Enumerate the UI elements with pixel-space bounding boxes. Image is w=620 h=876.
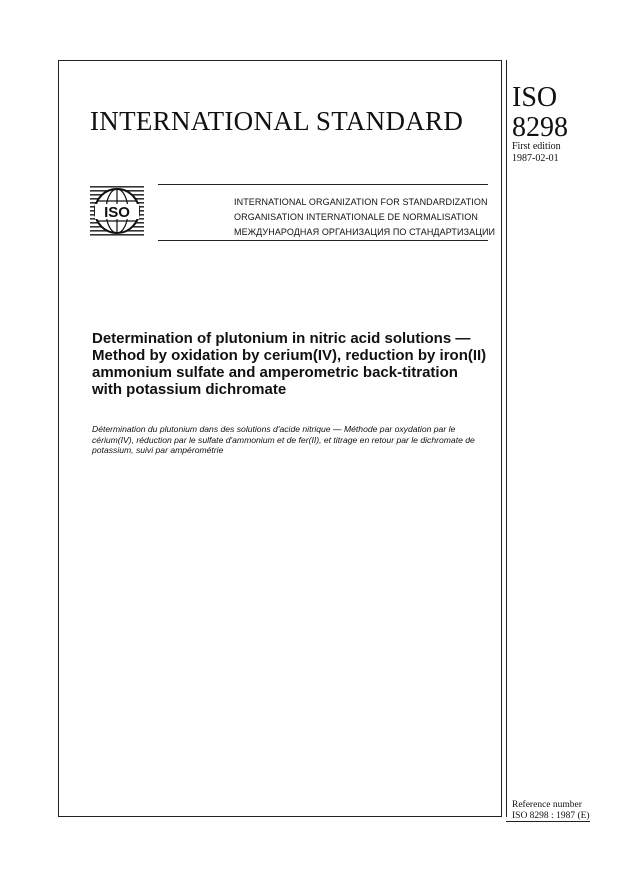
- edition-date: 1987-02-01: [512, 153, 559, 164]
- org-rule-bottom: [158, 240, 488, 241]
- reference-rule: [506, 821, 590, 822]
- french-title: Détermination du plutonium dans des solutions d'acide nitrique — Méthode par oxydation par le cérium(IV), réduction par le sulfate d'ammonium et de fer(II), et titrage en retour par le dichromate de potassium, suivi par ampérométrie: [92, 424, 475, 455]
- org-name-english: INTERNATIONAL ORGANIZATION FOR STANDARDIZATION: [234, 197, 488, 207]
- side-rule: [506, 60, 507, 817]
- org-rule-top: [158, 184, 488, 185]
- logo-text: ISO: [104, 204, 130, 221]
- org-name-french: ORGANISATION INTERNATIONALE DE NORMALISATION: [234, 212, 478, 222]
- standard-title: INTERNATIONAL STANDARD: [90, 106, 464, 136]
- org-name-russian: МЕЖДУНАРОДНАЯ ОРГАНИЗАЦИЯ ПО СТАНДАРТИЗАЦИИ: [234, 227, 496, 237]
- edition-text: First edition: [512, 141, 561, 152]
- iso-logo: [90, 184, 144, 238]
- reference-number: ISO 8298 : 1987 (E): [512, 811, 590, 821]
- english-title: Determination of plutonium in nitric acid solutions — Method by oxidation by cerium(IV), reduction by iron(II) ammonium sulfate and amperometric back-titration with potassium dichromate: [92, 330, 487, 398]
- iso-label: ISO: [512, 82, 558, 113]
- edition-block: [512, 141, 561, 165]
- iso-number: 8298: [512, 112, 568, 143]
- reference-label: Reference number: [512, 800, 582, 810]
